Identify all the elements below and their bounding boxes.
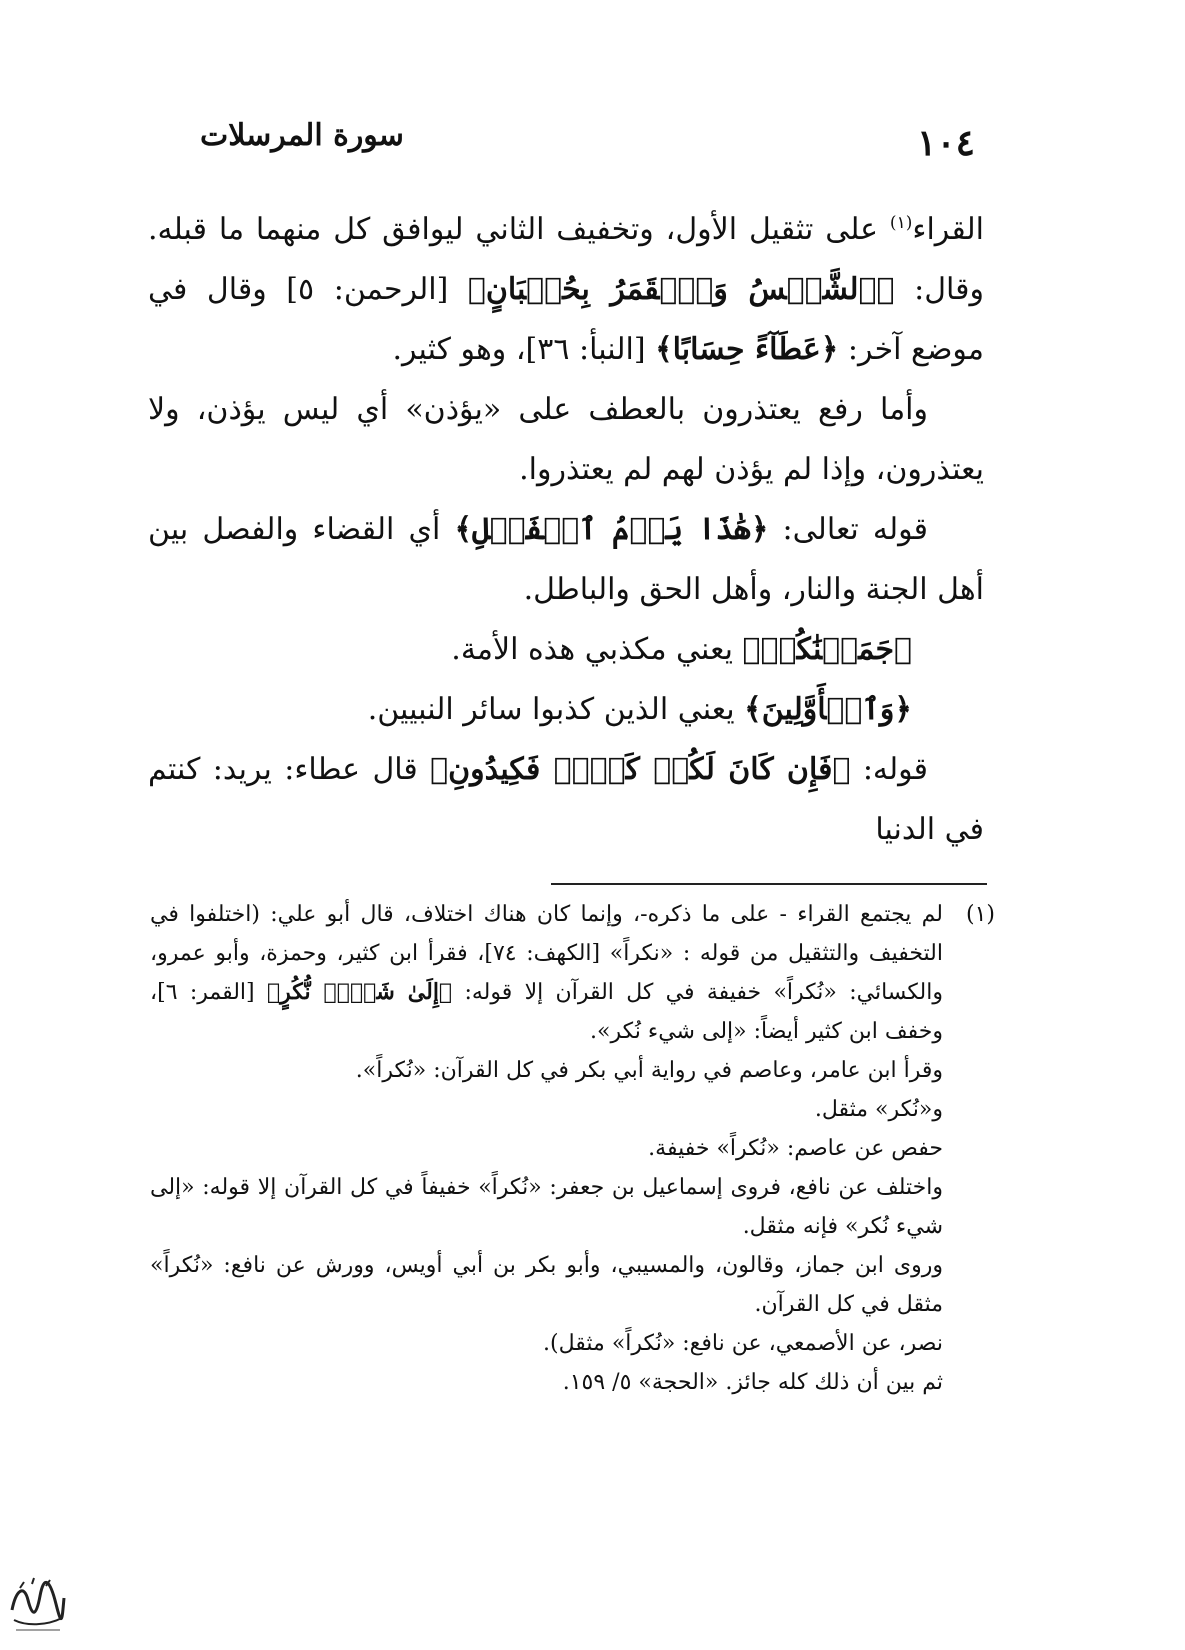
footnote-line: وقرأ ابن عامر، وعاصم في رواية أبي بكر في كل القرآن: «نُكراً». <box>355 1058 943 1083</box>
paragraph-6 <box>148 740 984 860</box>
footnote-marker: (١) <box>965 902 995 927</box>
text-span: لم يجتمع القراء - على ما ذكره-، وإنما كان هناك اختلاف، قال أبو علي: (اختلفوا في التخفيف والتثقيل من قوله : «نكراً» [الكهف: ٧٤]، فقرأ ابن كثير، وحمزة، وأبو عمرو، والكسائي: «نُكراً» خفيفة في كل القرآن إلا قوله: <box>150 902 943 1005</box>
paragraph-1 <box>148 200 984 380</box>
main-text <box>148 200 984 860</box>
footnote-line: وروى ابن جماز، وقالون، والمسيبي، وأبو بكر بن أبي أويس، وورش عن نافع: «نُكراً» مثقل في كل القرآن. <box>150 1253 943 1317</box>
footnote-ref: (١) <box>889 213 913 233</box>
text-span: قوله تعالى: <box>768 512 928 547</box>
quran-quote: ﴿فَإِن كَانَ لَكُمۡ كَيۡدٞ فَكِيدُونِ﴾ <box>430 752 851 787</box>
quran-quote: ﴿وَٱلۡأَوَّلِينَ﴾ <box>744 692 912 727</box>
footnote-text <box>150 895 943 1051</box>
page-number: ١٠٤ <box>916 122 975 164</box>
text-span: قال عطاء: يريد: كنتم في الدنيا <box>148 752 984 847</box>
quran-quote: ﴿إِلَىٰ شَيۡءٖ نُّكُرٍ﴾ <box>266 979 453 1005</box>
paragraph-3 <box>148 500 984 620</box>
text-span: أي القضاء والفصل بين أهل الجنة والنار، وأهل الحق والباطل. <box>148 512 984 607</box>
footnote-line: واختلف عن نافع، فروى إسماعيل بن جعفر: «نُكراً» خفيفاً في كل القرآن إلا قوله: «إلى شيء نُكر» فإنه مثقل. <box>150 1175 943 1239</box>
footnote-line: نصر، عن الأصمعي، عن نافع: «نُكراً» مثقل). <box>543 1331 943 1356</box>
footnote-1 <box>150 895 995 1051</box>
text-span: القراء <box>912 212 984 247</box>
text-span: وقال: <box>894 272 985 307</box>
text-span: [القمر: ٦]، وخفف ابن كثير أيضاً: «إلى شيء نُكر». <box>150 980 943 1044</box>
text-span: قوله: <box>850 752 928 787</box>
surah-title: سورة المرسلات <box>200 118 404 153</box>
quran-quote: ﴿هَٰذَا يَوۡمُ ٱلۡفَصۡلِ﴾ <box>454 512 769 547</box>
footnote-line: حفص عن عاصم: «نُكراً» خفيفة. <box>648 1136 943 1161</box>
library-stamp-logo <box>6 1570 68 1636</box>
quran-quote: ﴿جَمَعۡنَٰكُمۡ﴾ <box>742 632 912 667</box>
text-span: على تثقيل الأول، وتخفيف الثاني ليوافق كل منهما ما قبله. <box>148 212 890 247</box>
footnote-line: ثم بين أن ذلك كله جائز. «الحجة» ٥/ ١٥٩. <box>562 1370 943 1395</box>
footnote-separator <box>551 883 987 885</box>
paragraph-2: وأما رفع يعتذرون بالعطف على «يؤذن» أي ليس يؤذن، ولا يعتذرون، وإذا لم يؤذن لهم لم يعتذروا. <box>148 392 984 487</box>
text-span: يعني الذين كذبوا سائر النبيين. <box>367 692 745 727</box>
quran-quote: ﴿عَطَآءً حِسَابًا﴾ <box>655 332 839 367</box>
paragraph-5 <box>148 680 984 740</box>
footnote-line: و«نُكر» مثقل. <box>814 1097 943 1122</box>
footnotes <box>150 895 995 1402</box>
paragraph-4 <box>148 620 984 680</box>
text-span: [النبأ: ٣٦]، وهو كثير. <box>392 332 656 367</box>
page-header <box>200 118 975 168</box>
text-span: يعني مكذبي هذه الأمة. <box>451 632 743 667</box>
text-span: [الرحمن: ٥] وقال في موضع آخر: <box>148 272 984 367</box>
quran-quote: ﴿ٱلشَّمۡسُ وَٱلۡقَمَرُ بِحُسۡبَانٍ﴾ <box>467 272 895 307</box>
